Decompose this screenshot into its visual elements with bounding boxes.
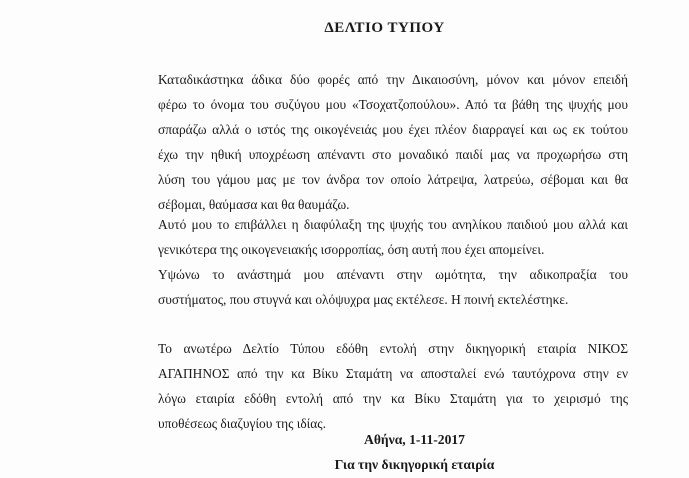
date-line: Αθήνα, 1-11-2017 — [364, 432, 465, 447]
paragraph-3 — [158, 262, 628, 312]
paragraph-3-line: Υψώνω το ανάστημά μου απέναντι στην ωμότητα, την αδικοπραξία του — [158, 267, 628, 282]
paragraph-1-line: λύση του γάμου μας με τον άνδρα τον οποίο λάτρεψα, λατρεύω, σέβομαι και θα — [158, 172, 628, 187]
paragraph-2-line: γενικότερα της οικογενειακής ισορροπίας, όση αυτή που έχει απομείνει. — [158, 242, 545, 257]
paragraph-1-line: σπαράζω αλλά ο ιστός της οικογένειάς μου έχει πλέον διαρραγεί και ως εκ τούτου — [158, 122, 628, 137]
paragraph-4-line: Το ανωτέρω Δελτίο Τύπου εδόθη εντολή στην δικηγορική εταιρία ΝΙΚΟΣ — [158, 341, 628, 356]
document-title: ΔΕΛΤΙΟ ΤΥΠΟΥ — [324, 20, 445, 36]
paragraph-1-line: έχω την ηθική υποχρέωση απέναντι στο μοναδικό παιδί μας να προχωρήσω στη — [158, 147, 628, 162]
paragraph-1-line: Καταδικάστηκα άδικα δύο φορές από την Δικαιοσύνη, μόνον και μόνον επειδή — [158, 72, 628, 87]
paragraph-2-line: Αυτό μου το επιβάλλει η διαφύλαξη της ψυχής του ανηλίκου παιδιού μου αλλά και — [158, 217, 628, 232]
paragraph-2 — [158, 212, 628, 262]
paragraph-4-line: ΑΓΑΠΗΝΟΣ από την κα Βίκυ Σταμάτη να αποσταλεί ενώ ταυτόχρονα στην εν — [158, 366, 628, 381]
paragraph-4-line: υποθέσεως διαζυγίου της ιδίας. — [158, 416, 326, 431]
paragraph-1 — [158, 67, 628, 217]
paragraph-1-line: σέβομαι, θαύμασα και θα θαυμάζω. — [158, 197, 350, 212]
paragraph-3-line: συστήματος, που στυγνά και ολόψυχρα μας εκτέλεσε. Η ποινή εκτελέστηκε. — [158, 292, 569, 307]
paragraph-1-line: φέρω το όνομα του συζύγου μου «Τσοχατζοπούλου». Από τα βάθη της ψυχής μου — [158, 97, 628, 112]
paragraph-4 — [158, 336, 628, 436]
paragraph-4-line: λόγω εταιρία εδόθη εντολή από την κα Βίκυ Σταμάτη για το χειρισμό της — [158, 391, 628, 406]
law-firm-line: Για την δικηγορική εταιρία — [334, 457, 495, 472]
